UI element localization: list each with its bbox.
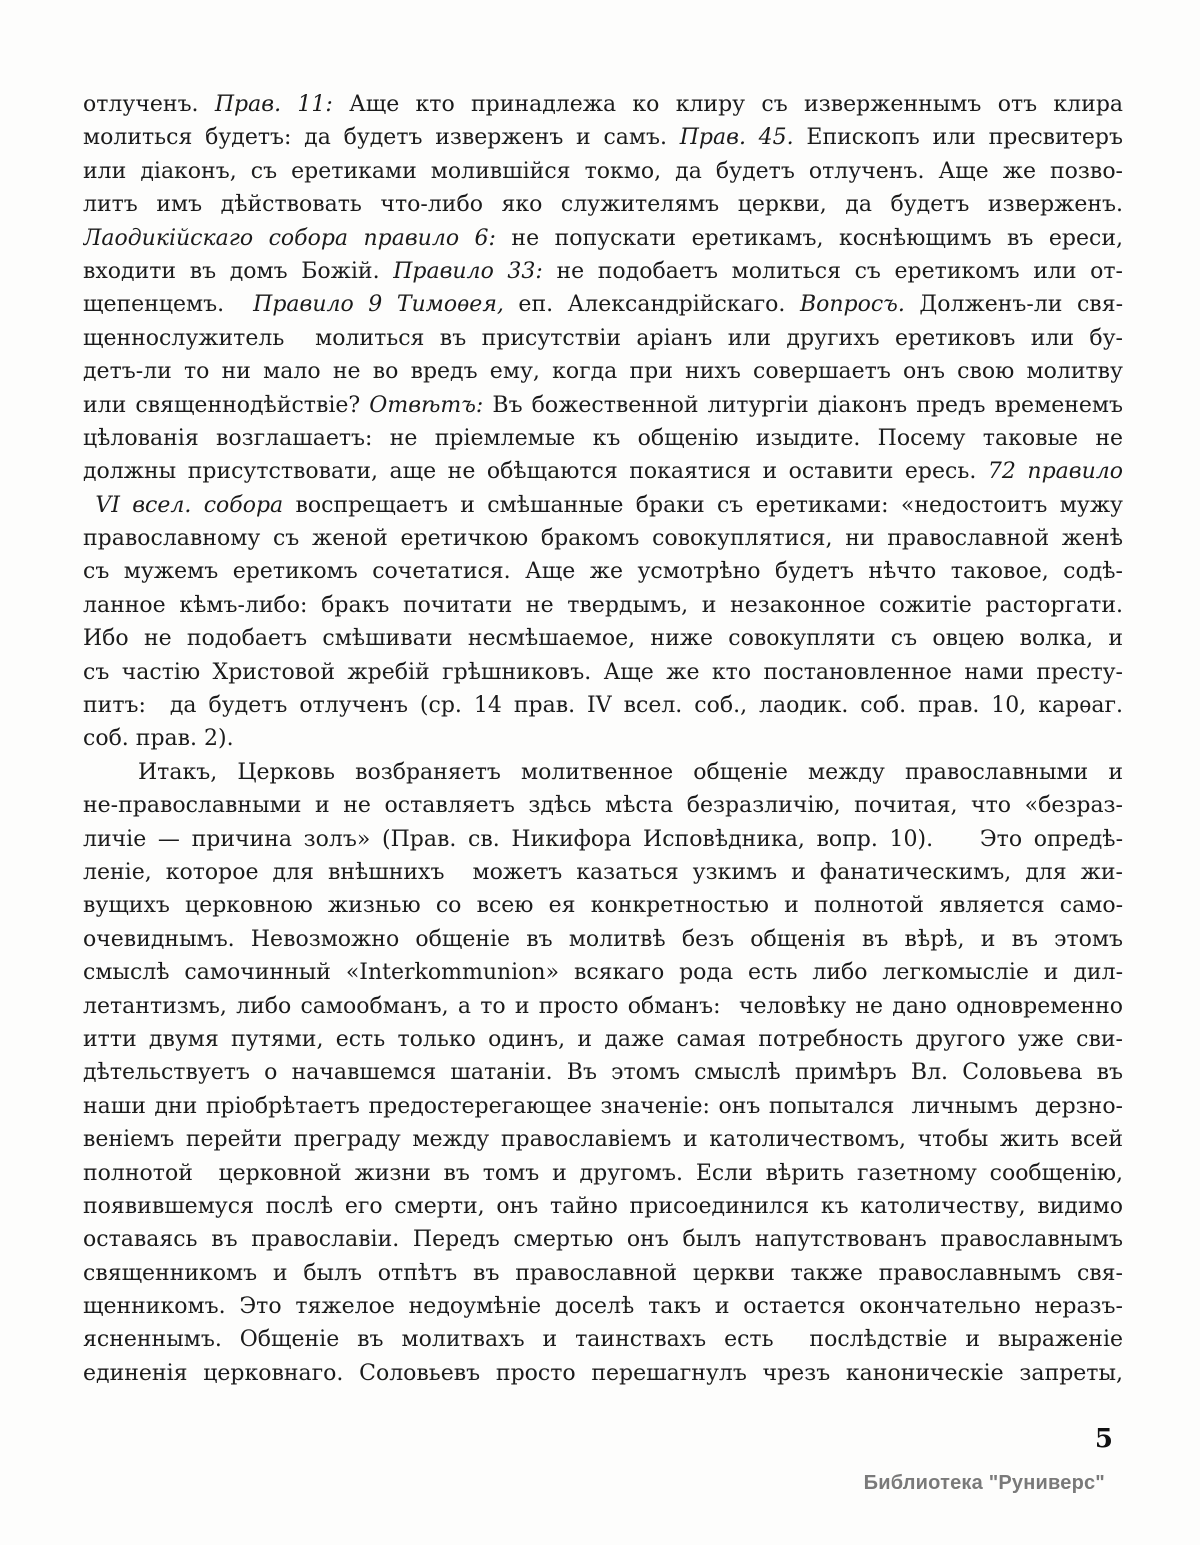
body-text: съ частію Христовой жребій грѣшниковъ. Аще же кто постановленное нами престу-: [83, 659, 1123, 685]
text-line: [83, 756, 1123, 789]
text-line: [83, 856, 1123, 889]
body-text: полнотой церковной жизни въ томъ и другомъ. Если вѣрить газетному сообщенію,: [83, 1160, 1123, 1186]
italic-text: Лаодикійскаго собора правило 6:: [83, 225, 496, 251]
text-line: [83, 355, 1123, 388]
text-line: [83, 322, 1123, 355]
body-text: щеннослужитель молиться въ присутствіи аріанъ или другихъ еретиковъ или бу-: [83, 325, 1123, 351]
body-text: Епископъ или пресвитеръ: [793, 125, 1123, 151]
italic-text: VI всел. собора: [95, 492, 284, 518]
body-text: не-православными и не оставляетъ здѣсь мѣста безразличію, почитая, что «безраз-: [83, 793, 1123, 819]
body-text: молиться будетъ: да будетъ изверженъ и самъ.: [83, 125, 680, 151]
text-line: [83, 1290, 1123, 1323]
text-line: [83, 990, 1123, 1023]
text-line: [83, 1323, 1123, 1356]
body-text: Въ божественной литургіи діаконъ предъ временемъ: [483, 392, 1123, 418]
page-number: 5: [1094, 1424, 1113, 1454]
text-line: [83, 1090, 1123, 1123]
text-line: [83, 1357, 1123, 1390]
body-text: щенникомъ. Это тяжелое недоумѣніе доселѣ такъ и остается окончательно неразъ-: [83, 1294, 1123, 1320]
body-text: веніемъ перейти преграду между православіемъ и католичествомъ, чтобы жить всей: [83, 1127, 1123, 1153]
text-line: [83, 689, 1123, 722]
italic-text: 72 правило: [987, 459, 1123, 485]
body-text: еп. Александрійскаго.: [503, 292, 800, 318]
italic-text: Прав. 11:: [214, 92, 333, 117]
body-text: отлученъ.: [83, 92, 215, 117]
text-line: [83, 222, 1123, 255]
body-text: ясненнымъ. Общеніе въ молитвахъ и таинствахъ есть послѣдствіе и выраженіе: [83, 1327, 1123, 1353]
text-line: [83, 188, 1123, 221]
text-line: [83, 722, 1123, 755]
body-text: или діаконъ, съ еретиками молившійся токмо, да будетъ отлученъ. Аще же позво-: [83, 158, 1123, 184]
text-line: [83, 422, 1123, 455]
text-line: [83, 589, 1123, 622]
text-line: [83, 88, 1123, 121]
text-line: [83, 522, 1123, 555]
body-text: Аще кто принадлежа ко клиру съ изверженнымъ отъ клира: [332, 92, 1123, 117]
text-line: [83, 489, 1123, 522]
text-line: [83, 923, 1123, 956]
text-line: [83, 255, 1123, 288]
body-text: итти двумя путями, есть только одинъ, и даже самая потребность другого уже сви-: [83, 1026, 1123, 1052]
body-text: детъ-ли то ни мало не во вредъ ему, когда при нихъ совершаетъ онъ свою молитву: [83, 359, 1123, 385]
body-text: [83, 493, 95, 518]
body-text: питъ: да будетъ отлученъ (ср. 14 прав. IV всел. соб., лаодик. соб. прав. 10, карѳаг.: [83, 693, 1123, 719]
body-text: вущихъ церковною жизнью со всею ея конкретностью и полнотой является само-: [83, 893, 1123, 919]
italic-text: Прав. 45.: [679, 125, 794, 151]
text-line: [83, 656, 1123, 689]
text-line: [83, 1190, 1123, 1223]
body-text: оставаясь въ православіи. Передъ смертью онъ былъ напутствованъ православнымъ: [83, 1227, 1123, 1253]
body-text: дѣтельствуетъ о начавшемся шатаніи. Въ этомъ смыслѣ примѣръ Вл. Соловьева въ: [83, 1060, 1123, 1086]
text-line: [83, 622, 1123, 655]
text-line: [83, 1023, 1123, 1056]
body-text: не попускати еретикамъ, коснѣющимъ въ ереси,: [495, 225, 1123, 251]
text-line: [83, 789, 1123, 822]
body-text: цѣлованія возглашаетъ: не пріемлемые къ общенію изыдите. Посему таковые не: [83, 425, 1123, 451]
text-line: [83, 155, 1123, 188]
body-text: единенія церковнаго. Соловьевъ просто перешагнулъ чрезъ каноническіе запреты,: [83, 1360, 1123, 1386]
text-line: [83, 555, 1123, 588]
body-text: соб. прав. 2).: [83, 726, 234, 752]
body-text: ланное кѣмъ-либо: бракъ почитати не твердымъ, и незаконное сожитіе расторгати.: [83, 592, 1123, 618]
body-text: Долженъ-ли свя-: [904, 292, 1123, 318]
italic-text: Правило 33:: [393, 258, 543, 284]
text-block: [83, 88, 1123, 1390]
body-text: смыслѣ самочинный «Interkommunion» всякаго рода есть либо легкомысліе и дил-: [83, 960, 1123, 986]
body-text: появившемуся послѣ его смерти, онъ тайно присоединился къ католичеству, видимо: [83, 1193, 1123, 1219]
body-text: православному съ женой еретичкою бракомъ совокуплятися, ни православной женѣ: [83, 526, 1123, 552]
text-line: [83, 1257, 1123, 1290]
text-line: [83, 389, 1123, 422]
library-watermark: Библиотека "Руниверс": [863, 1472, 1105, 1494]
text-line: [83, 121, 1123, 154]
text-line: [83, 956, 1123, 989]
body-text: личіе — причина золъ» (Прав. св. Никифора Исповѣдника, вопр. 10). Это опредѣ-: [83, 826, 1123, 852]
paragraph: [83, 756, 1123, 1390]
italic-text: Вопросъ.: [799, 292, 905, 318]
body-text: или священнодѣйствіе?: [83, 392, 370, 418]
body-text: входити въ домъ Божій.: [83, 258, 394, 284]
body-text: очевиднымъ. Невозможно общеніе въ молитвѣ безъ общенія въ вѣрѣ, и въ этомъ: [83, 926, 1123, 952]
body-text: литъ имъ дѣйствовать что-либо яко служителямъ церкви, да будетъ изверженъ.: [83, 192, 1123, 218]
body-text: наши дни пріобрѣтаетъ предостерегающее значеніе: онъ попытался личнымъ дерзно-: [83, 1093, 1123, 1119]
paragraph: [83, 88, 1123, 756]
body-text: воспрещаетъ и смѣшанные браки съ еретиками: «недостоитъ мужу: [283, 492, 1123, 518]
body-text: Итакъ, Церковь возбраняетъ молитвенное общеніе между православными и: [138, 759, 1123, 785]
text-line: [83, 455, 1123, 488]
body-text: Ибо не подобаетъ смѣшивати несмѣшаемое, ниже совокупляти съ овцею волка, и: [83, 626, 1123, 652]
body-text: щепенцемъ.: [83, 292, 254, 318]
body-text: леніе, которое для внѣшнихъ можетъ казаться узкимъ и фанатическимъ, для жи-: [83, 859, 1123, 885]
body-text: не подобаетъ молиться съ еретикомъ или от-: [542, 258, 1123, 284]
text-line: [83, 1123, 1123, 1156]
text-line: [83, 288, 1123, 321]
body-text: съ мужемъ еретикомъ сочетатися. Аще же усмотрѣно будетъ нѣчто таковое, содѣ-: [83, 559, 1123, 585]
italic-text: Правило 9 Тимоѳея,: [253, 292, 504, 318]
body-text: священникомъ и былъ отпѣтъ въ православной церкви также православнымъ свя-: [83, 1260, 1123, 1286]
italic-text: Отвѣтъ:: [369, 392, 484, 418]
text-line: [83, 1223, 1123, 1256]
text-line: [83, 1056, 1123, 1089]
body-text: должны присутствовати, аще не обѣщаются покаятися и оставити ересь.: [83, 459, 988, 485]
text-line: [83, 1157, 1123, 1190]
text-line: [83, 823, 1123, 856]
body-text: летантизмъ, либо самообманъ, а то и просто обманъ: человѣку не дано одновременно: [83, 993, 1123, 1019]
text-line: [83, 889, 1123, 922]
